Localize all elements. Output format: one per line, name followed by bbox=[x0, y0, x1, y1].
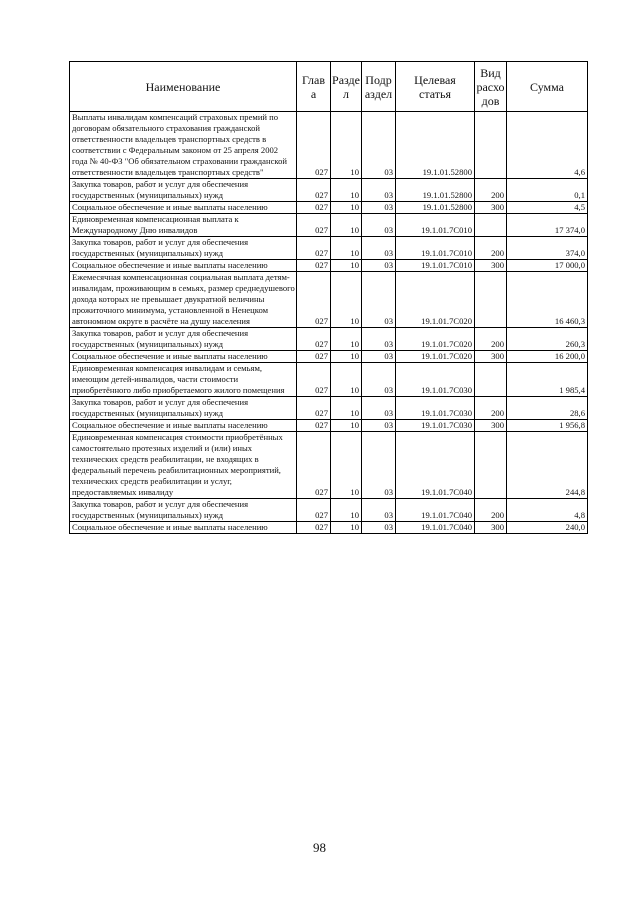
row-razdel: 10 bbox=[331, 363, 362, 397]
row-summa: 4,5 bbox=[507, 202, 588, 214]
row-name: Единовременная компенсационная выплата к Международному Дню инвалидов bbox=[70, 214, 297, 237]
header-name: Наименование bbox=[70, 62, 297, 112]
row-podrazdel: 03 bbox=[362, 397, 396, 420]
row-podrazdel: 03 bbox=[362, 179, 396, 202]
row-glava: 027 bbox=[297, 363, 331, 397]
row-podrazdel: 03 bbox=[362, 522, 396, 534]
row-tselevaya: 19.1.01.52800 bbox=[396, 202, 475, 214]
row-summa: 16 460,3 bbox=[507, 272, 588, 328]
row-name: Закупка товаров, работ и услуг для обеспечения государственных (муниципальных) нужд bbox=[70, 328, 297, 351]
row-podrazdel: 03 bbox=[362, 202, 396, 214]
row-razdel: 10 bbox=[331, 260, 362, 272]
table-row bbox=[70, 179, 588, 202]
row-summa: 17 000,0 bbox=[507, 260, 588, 272]
row-tselevaya: 19.1.01.7С020 bbox=[396, 328, 475, 351]
row-tselevaya: 19.1.01.7С030 bbox=[396, 397, 475, 420]
table-row bbox=[70, 260, 588, 272]
row-podrazdel: 03 bbox=[362, 499, 396, 522]
row-vid bbox=[475, 214, 507, 237]
row-tselevaya: 19.1.01.7С010 bbox=[396, 214, 475, 237]
row-name: Закупка товаров, работ и услуг для обеспечения государственных (муниципальных) нужд bbox=[70, 499, 297, 522]
row-tselevaya: 19.1.01.7С040 bbox=[396, 522, 475, 534]
row-vid bbox=[475, 112, 507, 179]
row-name: Закупка товаров, работ и услуг для обеспечения государственных (муниципальных) нужд bbox=[70, 237, 297, 260]
row-razdel: 10 bbox=[331, 112, 362, 179]
row-vid: 200 bbox=[475, 397, 507, 420]
table-row bbox=[70, 499, 588, 522]
row-razdel: 10 bbox=[331, 499, 362, 522]
row-glava: 027 bbox=[297, 214, 331, 237]
row-vid bbox=[475, 363, 507, 397]
row-summa: 244,8 bbox=[507, 432, 588, 499]
table-row bbox=[70, 214, 588, 237]
row-podrazdel: 03 bbox=[362, 363, 396, 397]
row-razdel: 10 bbox=[331, 202, 362, 214]
table-row bbox=[70, 272, 588, 328]
row-vid: 300 bbox=[475, 202, 507, 214]
header-glava: Глав а bbox=[297, 62, 331, 112]
row-glava: 027 bbox=[297, 397, 331, 420]
row-glava: 027 bbox=[297, 260, 331, 272]
row-podrazdel: 03 bbox=[362, 260, 396, 272]
row-name: Социальное обеспечение и иные выплаты населению bbox=[70, 351, 297, 363]
row-summa: 17 374,0 bbox=[507, 214, 588, 237]
row-glava: 027 bbox=[297, 420, 331, 432]
row-summa: 4,6 bbox=[507, 112, 588, 179]
table-header-row bbox=[70, 62, 588, 112]
row-podrazdel: 03 bbox=[362, 272, 396, 328]
row-razdel: 10 bbox=[331, 272, 362, 328]
header-razdel: Разде л bbox=[331, 62, 362, 112]
row-name: Социальное обеспечение и иные выплаты населению bbox=[70, 522, 297, 534]
table-row bbox=[70, 363, 588, 397]
table-row bbox=[70, 432, 588, 499]
table-row bbox=[70, 397, 588, 420]
row-razdel: 10 bbox=[331, 328, 362, 351]
row-summa: 28,6 bbox=[507, 397, 588, 420]
row-name: Единовременная компенсация инвалидам и семьям, имеющим детей-инвалидов, части стоимости приобретённого либо приобретаемого жилого помещения bbox=[70, 363, 297, 397]
row-podrazdel: 03 bbox=[362, 237, 396, 260]
row-vid bbox=[475, 432, 507, 499]
row-name: Социальное обеспечение и иные выплаты населению bbox=[70, 202, 297, 214]
page-number: 98 bbox=[313, 840, 326, 855]
header-tselevaya: Целевая статья bbox=[396, 62, 475, 112]
row-vid: 200 bbox=[475, 499, 507, 522]
row-vid: 200 bbox=[475, 328, 507, 351]
row-razdel: 10 bbox=[331, 432, 362, 499]
row-glava: 027 bbox=[297, 202, 331, 214]
row-razdel: 10 bbox=[331, 214, 362, 237]
row-glava: 027 bbox=[297, 432, 331, 499]
row-tselevaya: 19.1.01.52800 bbox=[396, 179, 475, 202]
row-podrazdel: 03 bbox=[362, 214, 396, 237]
row-vid: 300 bbox=[475, 420, 507, 432]
row-name: Ежемесячная компенсационная социальная выплата детям-инвалидам, проживающим в семьях, размер среднедушевого дохода которых не превышает двукратной величины прожиточного минимума, установленной в Ненецком автономном округе в расчёте на душу населения bbox=[70, 272, 297, 328]
row-razdel: 10 bbox=[331, 237, 362, 260]
row-razdel: 10 bbox=[331, 179, 362, 202]
row-summa: 374,0 bbox=[507, 237, 588, 260]
row-tselevaya: 19.1.01.7С010 bbox=[396, 237, 475, 260]
row-glava: 027 bbox=[297, 272, 331, 328]
row-summa: 0,1 bbox=[507, 179, 588, 202]
table-row bbox=[70, 351, 588, 363]
row-summa: 16 200,0 bbox=[507, 351, 588, 363]
row-glava: 027 bbox=[297, 179, 331, 202]
row-glava: 027 bbox=[297, 237, 331, 260]
row-tselevaya: 19.1.01.7С030 bbox=[396, 420, 475, 432]
row-summa: 240,0 bbox=[507, 522, 588, 534]
row-vid: 300 bbox=[475, 522, 507, 534]
row-podrazdel: 03 bbox=[362, 420, 396, 432]
table-body bbox=[70, 112, 588, 534]
header-podrazdel: Подр аздел bbox=[362, 62, 396, 112]
row-glava: 027 bbox=[297, 328, 331, 351]
row-tselevaya: 19.1.01.7С040 bbox=[396, 499, 475, 522]
table-row bbox=[70, 522, 588, 534]
table-row bbox=[70, 237, 588, 260]
row-name: Закупка товаров, работ и услуг для обеспечения государственных (муниципальных) нужд bbox=[70, 179, 297, 202]
row-glava: 027 bbox=[297, 522, 331, 534]
row-podrazdel: 03 bbox=[362, 432, 396, 499]
row-name: Выплаты инвалидам компенсаций страховых премий по договорам обязательного страхования гражданской ответственности владельцев транспортных средств в соответствии с Федеральным законом от 25 апреля 2002 года № 40-ФЗ "Об обязательном страховании гражданской ответственности владельцев транспортных средств" bbox=[70, 112, 297, 179]
table-row bbox=[70, 328, 588, 351]
row-razdel: 10 bbox=[331, 351, 362, 363]
table-row bbox=[70, 202, 588, 214]
row-tselevaya: 19.1.01.7С040 bbox=[396, 432, 475, 499]
budget-table bbox=[69, 61, 588, 534]
row-vid: 200 bbox=[475, 179, 507, 202]
row-vid: 300 bbox=[475, 351, 507, 363]
row-razdel: 10 bbox=[331, 522, 362, 534]
row-glava: 027 bbox=[297, 499, 331, 522]
row-razdel: 10 bbox=[331, 397, 362, 420]
row-vid: 300 bbox=[475, 260, 507, 272]
row-podrazdel: 03 bbox=[362, 328, 396, 351]
row-summa: 260,3 bbox=[507, 328, 588, 351]
row-razdel: 10 bbox=[331, 420, 362, 432]
row-name: Закупка товаров, работ и услуг для обеспечения государственных (муниципальных) нужд bbox=[70, 397, 297, 420]
row-name: Социальное обеспечение и иные выплаты населению bbox=[70, 420, 297, 432]
row-summa: 1 956,8 bbox=[507, 420, 588, 432]
row-name: Единовременная компенсация стоимости приобретённых самостоятельно протезных изделий и (или) иных технических средств реабилитации, не входящих в федеральный перечень реабилитационных мероприятий, технических средств реабилитации и услуг, предоставляемых инвалиду bbox=[70, 432, 297, 499]
row-podrazdel: 03 bbox=[362, 112, 396, 179]
row-name: Социальное обеспечение и иные выплаты населению bbox=[70, 260, 297, 272]
row-tselevaya: 19.1.01.7С010 bbox=[396, 260, 475, 272]
header-vid: Вид расхо дов bbox=[475, 62, 507, 112]
header-summa: Сумма bbox=[507, 62, 588, 112]
row-vid: 200 bbox=[475, 237, 507, 260]
row-podrazdel: 03 bbox=[362, 351, 396, 363]
row-glava: 027 bbox=[297, 112, 331, 179]
row-tselevaya: 19.1.01.7С020 bbox=[396, 272, 475, 328]
row-tselevaya: 19.1.01.7С020 bbox=[396, 351, 475, 363]
row-tselevaya: 19.1.01.52800 bbox=[396, 112, 475, 179]
row-tselevaya: 19.1.01.7С030 bbox=[396, 363, 475, 397]
row-glava: 027 bbox=[297, 351, 331, 363]
row-summa: 4,8 bbox=[507, 499, 588, 522]
row-vid bbox=[475, 272, 507, 328]
table-row bbox=[70, 112, 588, 179]
row-summa: 1 985,4 bbox=[507, 363, 588, 397]
table-row bbox=[70, 420, 588, 432]
